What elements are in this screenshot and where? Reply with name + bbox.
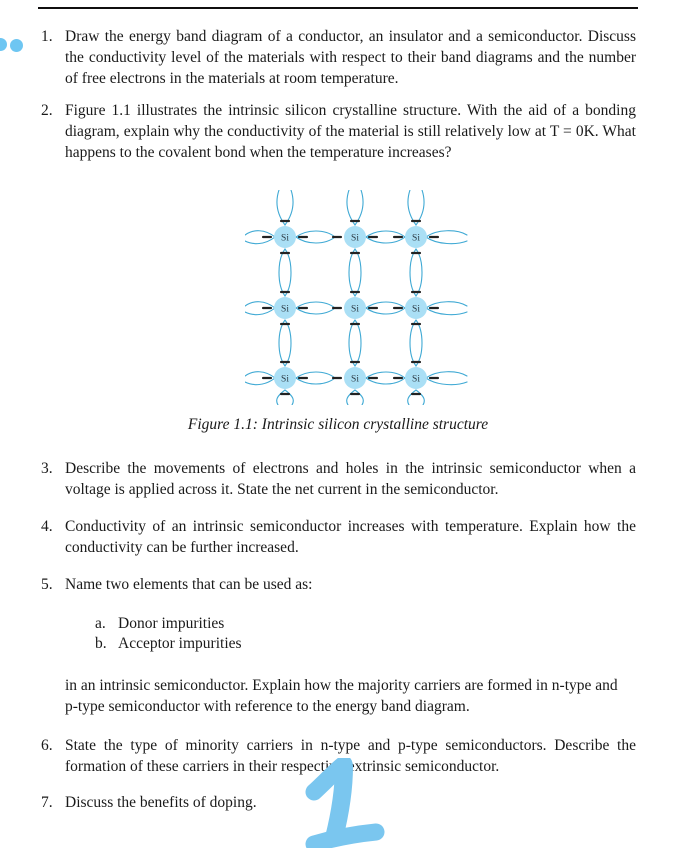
question-number: 3. xyxy=(41,460,53,477)
svg-text:Si: Si xyxy=(351,304,359,315)
question-text: Describe the movements of electrons and holes in the intrinsic semiconductor when a voltage is applied across it. State the net current in the semiconductor. xyxy=(65,460,636,498)
svg-text:Si: Si xyxy=(412,304,420,315)
figure-1-1 xyxy=(0,190,676,440)
svg-text:Si: Si xyxy=(412,233,420,244)
question-number: 7. xyxy=(41,794,53,811)
sub-item-letter: b. xyxy=(95,635,107,652)
question-text: Discuss the benefits of doping. xyxy=(65,794,257,811)
question-text: Conductivity of an intrinsic semiconductor increases with temperature. Explain how the conductivity can be further increased. xyxy=(65,518,636,556)
sub-item-letter: a. xyxy=(95,615,106,632)
figure-caption: Figure 1.1: Intrinsic silicon crystalline structure xyxy=(187,416,489,433)
margin-blue-dots xyxy=(0,37,28,55)
sub-item-text: Donor impurities xyxy=(118,615,225,632)
question-item-3 xyxy=(41,458,636,500)
question-item-2 xyxy=(41,100,636,163)
svg-text:Si: Si xyxy=(412,374,420,385)
question-number: 4. xyxy=(41,518,53,535)
question-item-4 xyxy=(41,516,636,558)
blue-dot-icon xyxy=(10,39,23,52)
question-text: Name two elements that can be used as: xyxy=(65,576,313,593)
question-text: Draw the energy band diagram of a conductor, an insulator and a semiconductor. Discuss the conductivity level of the materials with respect to their band diagrams and the number of free electrons in the materials at room temperature. xyxy=(65,28,636,87)
svg-text:Si: Si xyxy=(281,304,289,315)
sub-item-a xyxy=(95,614,636,634)
blue-dot-icon xyxy=(0,38,7,51)
question-item-1 xyxy=(41,26,636,89)
question-5-continuation: in an intrinsic semiconductor. Explain how the majority carriers are formed in n-type and p-type semiconductor with reference to the energy band diagram. xyxy=(65,677,618,715)
sub-item-text: Acceptor impurities xyxy=(118,635,242,652)
svg-text:Si: Si xyxy=(351,374,359,385)
question-number: 1. xyxy=(41,28,53,45)
question-number: 6. xyxy=(41,737,53,754)
handwritten-one-annotation xyxy=(300,758,400,848)
question-number: 2. xyxy=(41,102,53,119)
silicon-lattice-diagram xyxy=(245,190,475,405)
question-number: 5. xyxy=(41,576,53,593)
question-item-5 xyxy=(41,574,636,717)
svg-text:Si: Si xyxy=(281,374,289,385)
question-text: State the type of minority carriers in n-type and p-type semiconductors. Describe the formation of these carriers in their respective extrinsic semiconductor. xyxy=(65,737,636,775)
svg-text:Si: Si xyxy=(351,233,359,244)
sub-item-b xyxy=(95,634,636,654)
question-text: Figure 1.1 illustrates the intrinsic silicon crystalline structure. With the aid of a bonding diagram, explain why the conductivity of the material is still relatively low at T = 0K. What happens to the covalent bond when the temperature increases? xyxy=(65,102,636,161)
question-5-sub-list xyxy=(95,614,636,654)
svg-text:Si: Si xyxy=(281,233,289,244)
page-top-rule xyxy=(38,7,638,9)
